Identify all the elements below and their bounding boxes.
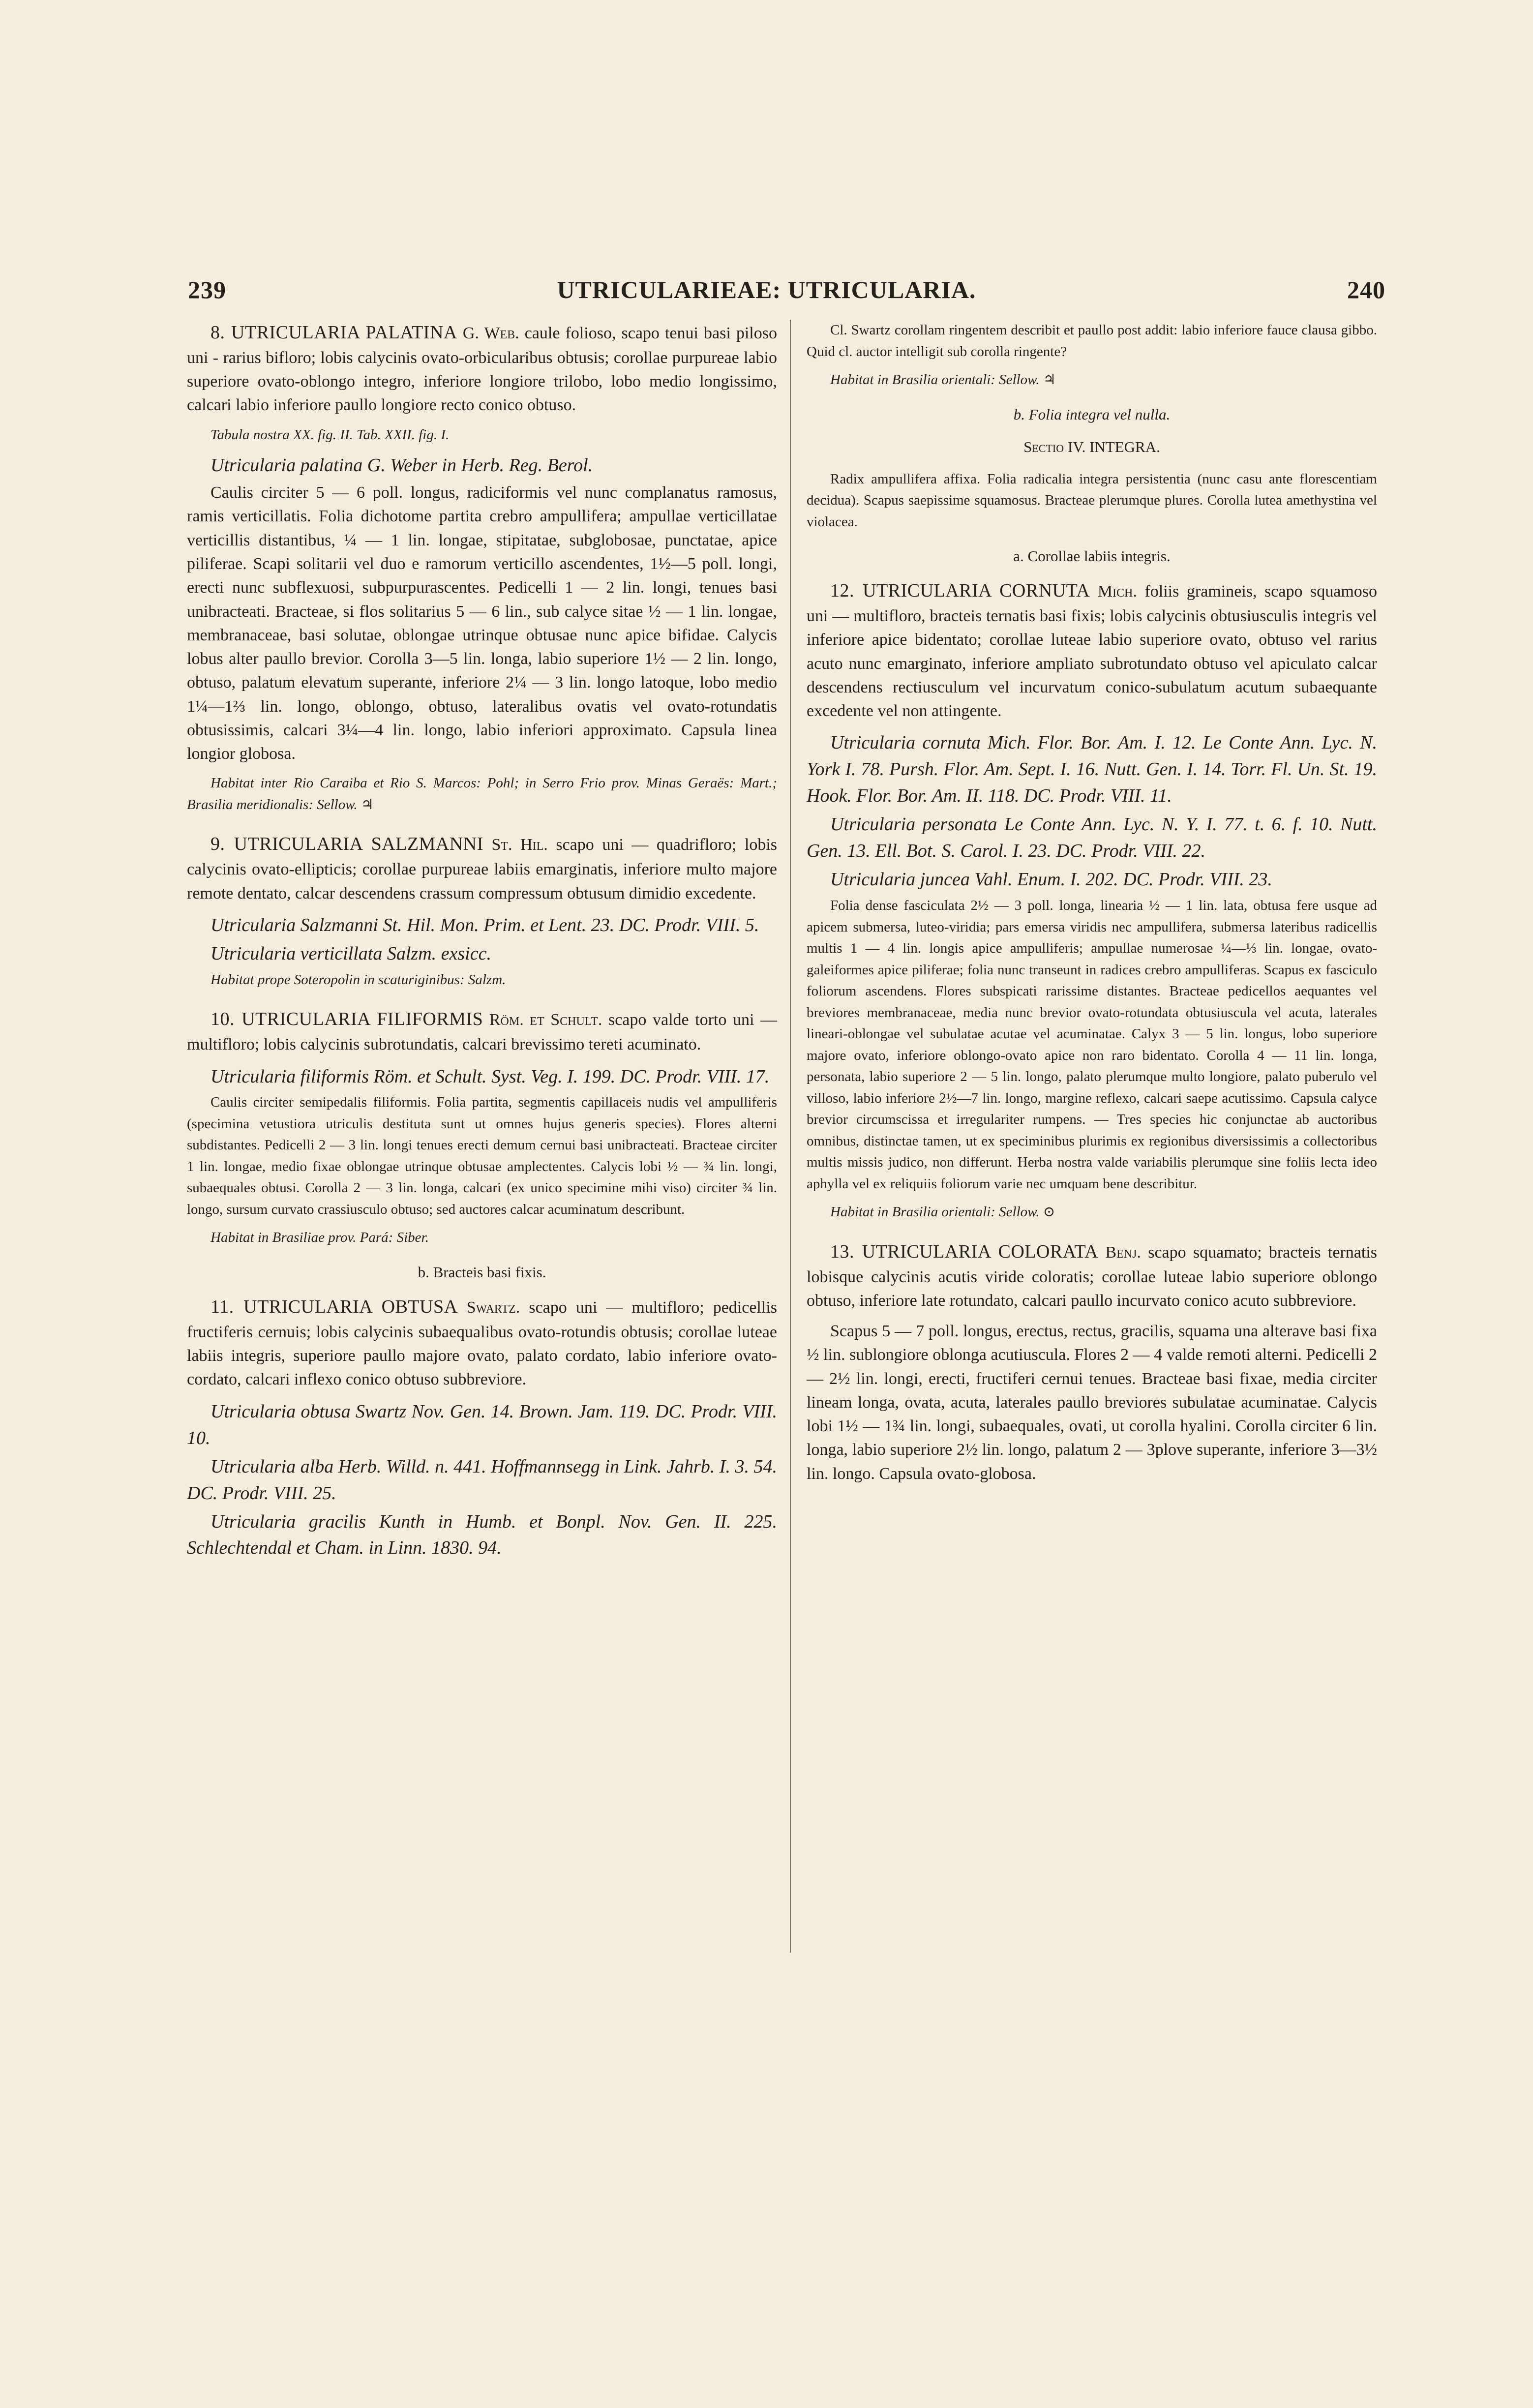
species-11-note: Cl. Swartz corollam ringentem describit et paullo post addit: labio inferiore fauce clausa gibbo. Quid cl. auctor intelligit sub corolla ringente? bbox=[807, 322, 1377, 360]
species-8-heading: 8. UTRICULARIA PALATINA bbox=[210, 322, 457, 343]
section-description: Radix ampullifera affixa. Folia radicalia integra persistentia (nunc casu ante florescentiam decidua). Scapus saepissime squamosus. Bracteae plerumque plures. Corolla lutea amethystina vel violacea. bbox=[807, 471, 1377, 530]
species-11-diagnosis: scapo uni — multifloro; pedicellis fructiferis cernuis; lobis calycinis subaequalibus ovato-rotundis obtusis; corollae luteae labiis integris, superiore paullo majore ovato, palato cordato, labio inferiore ovato-cordato, calcari inflexo conico obtuso subbreviore. bbox=[187, 1298, 777, 1389]
subgroup-heading-a: a. Corollae labiis integris. bbox=[1013, 547, 1171, 565]
species-8-plate: Tabula nostra XX. fig. II. Tab. XXII. fig. I. bbox=[210, 426, 450, 443]
species-11-habitat: Habitat in Brasilia orientali: Sellow. ♃ bbox=[830, 372, 1056, 388]
species-11-citation-3: Utricularia gracilis Kunth in Humb. et Bonpl. Nov. Gen. II. 225. Schlechtendal et Cham. in Linn. 1830. 94. bbox=[187, 1511, 777, 1559]
species-10-description: Caulis circiter semipedalis filiformis. Folia partita, segmentis capillaceis nudis vel ampulliferis (specimina vetustiora utriculis destituta sunt ut omnes hujus generis species). Flores alterni subdistantes. Pedicelli 2 — 3 lin. longi tenues erecti demum cernui basi unibracteati. Bracteae circiter 1 lin. longae, medio fixae oblongae utrinque obtusae amplectentes. Calycis lobi ½ — ¾ lin. longi, subaequales obtusi. Corolla 2 — 3 lin. longa, calcari (ex unico specimine mihi viso) circiter ¾ lin. longo, sursum curvato crassiusculo obtuso; sed auctores calcar acuminatum describunt. bbox=[187, 1094, 777, 1217]
species-13-description: Scapus 5 — 7 poll. longus, erectus, rectus, gracilis, squama una alterave basi fixa ½ lin. sublongiore oblonga acutiuscula. Flores 2 — 4 valde remoti alterni. Pedicelli 2 — 2½ lin. longi, erecti, fructiferi cernui tenues. Bracteae basi fixae, media circiter lineam longa, ovata, acuta, laterales paullo breviores subulatae acuminatae. Calycis lobi 1½ — 1¾ lin. longi, subaequales, ovati, ut corolla hyalini. Corolla circiter 6 lin. longa, labio superiore 2½ lin. longo, palatum 2 — 3plove superante, inferiore 3—3½ lin. longo. Capsula ovato-globosa. bbox=[807, 1322, 1377, 1483]
species-12-citation-3: Utricularia juncea Vahl. Enum. I. 202. DC. Prodr. VIII. 23. bbox=[830, 869, 1272, 890]
species-8-author: G. Web. bbox=[462, 324, 519, 342]
species-12-diagnosis: foliis gramineis, scapo squamoso uni — multifloro, bracteis ternatis basi fixis; lobis calycinis obtusiusculis integris vel inferiore apice bidentato; corollae luteae labio superiore ovato, obtuso vel rarius acuto nunc emarginato, inferiore ampliato subrotundato obtuso vel apiculato calcar descendens rectiusculum vel incurvatum conico-subulatum acutum subaequante excedente vel non attingente. bbox=[807, 582, 1378, 721]
species-9-citation-2: Utricularia verticillata Salzm. exsicc. bbox=[210, 943, 491, 964]
species-12-citation-2: Utricularia personata Le Conte Ann. Lyc. N. Y. I. 77. t. 6. f. 10. Nutt. Gen. 13. Ell. Bot. S. Carol. I. 23. DC. Prodr. VIII. 22. bbox=[807, 814, 1377, 862]
species-9-habitat: Habitat prope Soteropolin in scaturiginibus: Salzm. bbox=[210, 971, 506, 988]
species-12-habitat: Habitat in Brasilia orientali: Sellow. ⊙ bbox=[830, 1204, 1055, 1220]
species-10-entry bbox=[187, 1006, 777, 1056]
species-13-entry bbox=[807, 1239, 1377, 1313]
species-9-author: St. Hil. bbox=[491, 836, 548, 854]
running-title: UTRICULARIEAE: UTRICULARIA. bbox=[557, 276, 976, 303]
species-8-habitat: Habitat inter Rio Caraiba et Rio S. Marcos: Pohl; in Serro Frio prov. Minas Geraës: Mart.; Brasilia meridionalis: Sellow. ♃ bbox=[187, 775, 777, 813]
species-10-author: Röm. et Schult. bbox=[489, 1011, 602, 1029]
subgroup-heading-leaves: b. Folia integra vel nulla. bbox=[1013, 405, 1171, 423]
species-13-author: Benj. bbox=[1105, 1243, 1141, 1262]
species-13-heading: 13. UTRICULARIA COLORATA bbox=[830, 1241, 1099, 1262]
species-11-heading: 11. UTRICULARIA OBTUSA bbox=[210, 1296, 458, 1317]
species-9-heading: 9. UTRICULARIA SALZMANNI bbox=[210, 834, 483, 855]
subgroup-heading-b: b. Bracteis basi fixis. bbox=[418, 1263, 546, 1281]
species-8-entry bbox=[187, 320, 777, 418]
species-11-entry bbox=[187, 1294, 777, 1392]
species-10-heading: 10. UTRICULARIA FILIFORMIS bbox=[210, 1009, 483, 1030]
species-12-description: Folia dense fasciculata 2½ — 3 poll. longa, linearia ½ — 1 lin. lata, obtusa fere usque ad apicem submersa, luteo-viridia; pars emersa viridis nec ampullifera, submersa lateribus radicellis multis 1 — 4 lin. longis apice ampulliferis; ampullae numerosae ¼—⅓ lin. longae, ovato-galeiformes apice piliferae; folia nunc transeunt in radices crebro ampulliferas. Scapus ex fasciculo foliorum ascendens. Flores subspicati rarissime distantes. Bracteae pedicellos aequantes vel breviores membranaceae, media nunc brevior ovato-rotundata obtusiuscula vel acuta, laterales lineari-oblongae vel subulatae acutae vel acuminatae. Calyx 3 — 5 lin. longus, lobo superiore majore ovato, inferiore oblongo-ovato apice non raro bidentato. Corolla 4 — 11 lin. longa, personata, labio superiore 2 — 5 lin. longo, palato plerumque multo longiore, palato puberulo vel villoso, labio inferiore 2½—7 lin. longo, margine reflexo, calcari saepe acutissimo. Capsula calyce brevior circumscissa et irregulariter rumpens. — Tres species hic conjunctae ab auctoribus omnibus, distinctae tamen, ut ex speciminibus plurimis ex regionibus diversissimis a collectoribus multis missis judico, non differunt. Herba nostra valde variabilis plerumque sine foliis lecta ideo aphylla vel ex reliquiis foliorum varie nec umquam bene describitur. bbox=[807, 898, 1377, 1192]
species-8-citation: Utricularia palatina G. Weber in Herb. Reg. Berol. bbox=[210, 455, 593, 476]
page-number-right: 240 bbox=[1347, 276, 1385, 303]
species-8-description: Caulis circiter 5 — 6 poll. longus, radiciformis vel nunc complanatus ramosus, ramis verticillatis. Folia dichotome partita crebro ampullifera; ampullae verticillatae verticillis distantibus, ¼ — 1 lin. longae, stipitatae, subglobosae, punctatae, apice piliferae. Scapi solitarii vel duo e ramorum verticillo ascendentes, 1½—5 poll. longi, erecti nunc subflexuosi, subpurpurascentes. Pedicelli 1 — 2 lin. longi, tenues basi unibracteati. Bracteae, si flos solitarius 5 — 6 lin., sub calyce sitae ½ — 1 lin. longae, membranaceae, basi solutae, oblongae utrinque obtusae nunc apice bifidae. Calycis lobus alter paullo brevior. Corolla 3—5 lin. longa, labio superiore 1½ — 2 lin. longo, obtuso, palatum elevatum superante, inferiore 2¼ — 3 lin. longo latoque, lobo medio 1¼—1⅔ lin. longo, oblongo, obtuso, lateralibus ovatis vel ovato-rotundatis obtusissimis, calcari 3¼—4 lin. longo, labio inferiori approximato. Capsula linea longior globosa. bbox=[187, 483, 777, 763]
left-column bbox=[187, 320, 777, 1564]
species-9-citation-1: Utricularia Salzmanni St. Hil. Mon. Prim. et Lent. 23. DC. Prodr. VIII. 5. bbox=[210, 914, 759, 935]
right-column bbox=[807, 320, 1377, 1493]
species-9-entry bbox=[187, 831, 777, 905]
species-12-author: Mich. bbox=[1097, 582, 1137, 601]
species-8-diagnosis: caule folioso, scapo tenui basi piloso uni - rarius bifloro; lobis calycinis ovato-orbicularibus obtusis; corollae purpureae labio superiore ovato-oblongo integro, inferiore longiore trilobo, lobo medio longissimo, calcari labio inferiore paullo longiore recto conico obtuso. bbox=[187, 324, 777, 415]
species-11-author: Swartz. bbox=[466, 1298, 520, 1317]
species-10-habitat: Habitat in Brasiliae prov. Pará: Siber. bbox=[210, 1230, 429, 1246]
species-10-citation: Utricularia filiformis Röm. et Schult. Syst. Veg. I. 199. DC. Prodr. VIII. 17. bbox=[210, 1066, 770, 1087]
section-heading: Sectio IV. INTEGRA. bbox=[1023, 438, 1160, 455]
species-9-diagnosis: scapo uni — quadrifloro; lobis calycinis ovato-ellipticis; corollae purpureae labiis emarginatis, inferiore multo majore remote dentato, calcar descendens crassum compressum obtusum dimidio excedente. bbox=[187, 836, 778, 903]
page-number-left: 239 bbox=[188, 276, 226, 303]
species-11-citation-2: Utricularia alba Herb. Willd. n. 441. Hoffmannsegg in Link. Jahrb. I. 3. 54. DC. Prodr. VIII. 25. bbox=[187, 1456, 777, 1504]
column-divider bbox=[790, 320, 791, 1953]
species-11-citation-1: Utricularia obtusa Swartz Nov. Gen. 14. Brown. Jam. 119. DC. Prodr. VIII. 10. bbox=[187, 1401, 777, 1448]
species-10-diagnosis: scapo valde torto uni — multifloro; lobis calycinis subrotundatis, calcari brevissimo tereti acuminato. bbox=[187, 1011, 778, 1054]
species-12-heading: 12. UTRICULARIA CORNUTA bbox=[830, 580, 1090, 602]
species-12-entry bbox=[807, 578, 1377, 723]
species-13-diagnosis: scapo squamato; bracteis ternatis lobisque calycinis acutis viride coloratis; corollae luteae labio superiore oblongo obtuso, inferiore late rotundato, calcari paullo incurvato conico acuto subbreviore. bbox=[807, 1243, 1378, 1310]
species-12-citation-1: Utricularia cornuta Mich. Flor. Bor. Am. I. 12. Le Conte Ann. Lyc. N. York I. 78. Pursh. Flor. Am. Sept. I. 16. Nutt. Gen. I. 14. Torr. Fl. Un. St. 19. Hook. Flor. Bor. Am. II. 118. DC. Prodr. VIII. 11. bbox=[807, 732, 1377, 807]
